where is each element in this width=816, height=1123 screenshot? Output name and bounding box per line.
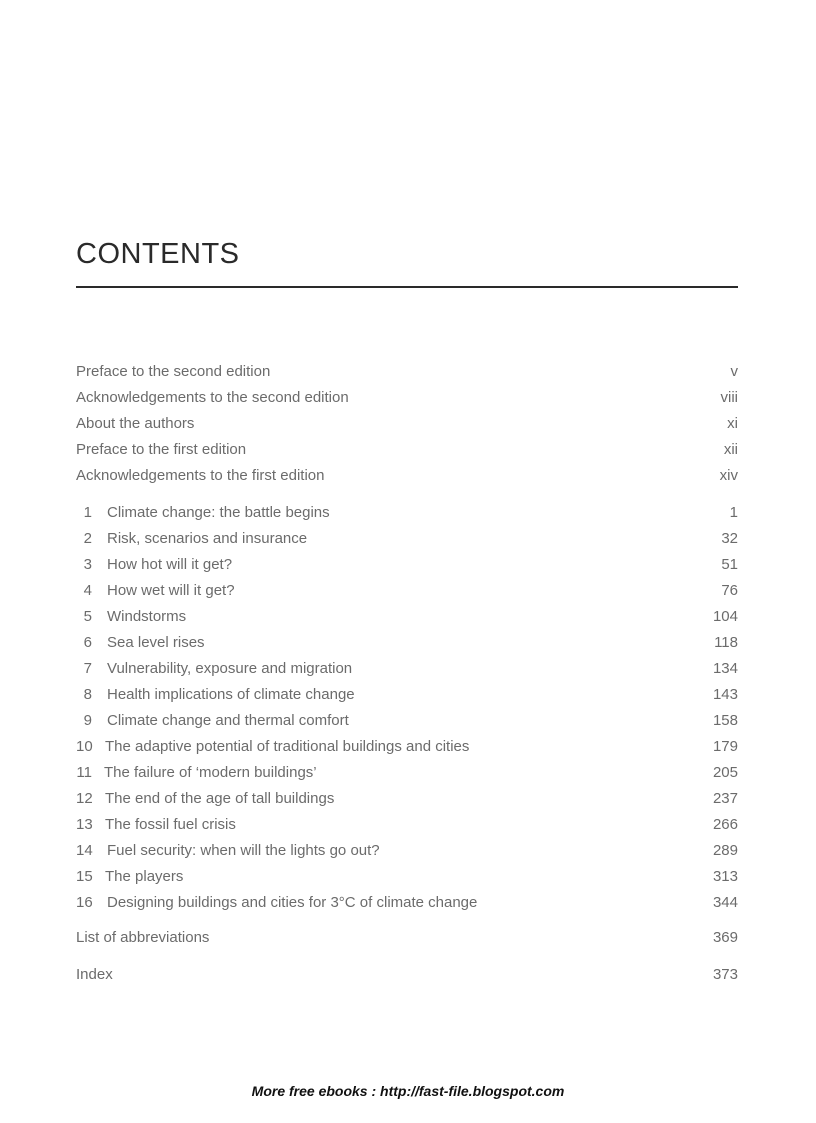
front-matter-list bbox=[76, 362, 738, 492]
chapter-entry[interactable] bbox=[76, 607, 738, 633]
chapter-page: 289 bbox=[712, 842, 738, 859]
chapter-entry[interactable] bbox=[76, 711, 738, 737]
chapter-list bbox=[76, 503, 738, 919]
chapter-page: 118 bbox=[714, 634, 738, 651]
chapter-title: Fuel security: when will the lights go out? bbox=[107, 842, 380, 859]
chapter-number: 14 bbox=[76, 842, 93, 859]
footer-link-text[interactable]: More free ebooks : http://fast-file.blogspot.com bbox=[251, 1083, 565, 1099]
entry-page: xiv bbox=[719, 467, 738, 484]
back-matter-index bbox=[76, 965, 738, 991]
chapter-entry[interactable] bbox=[76, 763, 738, 789]
toc-entry[interactable] bbox=[76, 440, 738, 466]
page-title: CONTENTS bbox=[76, 238, 240, 270]
chapter-number: 15 bbox=[76, 868, 93, 885]
chapter-title: Risk, scenarios and insurance bbox=[107, 530, 308, 547]
chapter-entry[interactable] bbox=[76, 685, 738, 711]
chapter-page: 313 bbox=[712, 868, 738, 885]
chapter-entry[interactable] bbox=[76, 893, 738, 919]
toc-entry[interactable] bbox=[76, 362, 738, 388]
chapter-number: 3 bbox=[83, 556, 92, 573]
entry-title: Preface to the first edition bbox=[76, 441, 247, 458]
chapter-title: Sea level rises bbox=[107, 634, 205, 651]
entry-page: 369 bbox=[712, 929, 738, 946]
chapter-title: The adaptive potential of traditional buildings and cities bbox=[105, 738, 470, 755]
entry-title: About the authors bbox=[76, 415, 195, 432]
chapter-entry[interactable] bbox=[76, 841, 738, 867]
entry-page: 373 bbox=[712, 966, 738, 983]
chapter-number: 2 bbox=[83, 530, 92, 547]
entry-title: Preface to the second edition bbox=[76, 363, 271, 380]
chapter-entry[interactable] bbox=[76, 581, 738, 607]
chapter-number: 5 bbox=[83, 608, 92, 625]
chapter-page: 344 bbox=[712, 894, 738, 911]
chapter-number: 9 bbox=[83, 712, 92, 729]
chapter-number: 8 bbox=[83, 686, 92, 703]
chapter-title: Climate change and thermal comfort bbox=[107, 712, 349, 729]
chapter-page: 1 bbox=[729, 504, 738, 521]
entry-title: Acknowledgements to the second edition bbox=[76, 389, 349, 406]
chapter-title: How hot will it get? bbox=[107, 556, 233, 573]
chapter-title: Designing buildings and cities for 3°C of climate change bbox=[107, 894, 478, 911]
chapter-page: 51 bbox=[721, 556, 738, 573]
chapter-page: 205 bbox=[712, 764, 738, 781]
chapter-number: 10 bbox=[76, 738, 93, 755]
entry-title: Index bbox=[76, 966, 113, 983]
chapter-entry[interactable] bbox=[76, 737, 738, 763]
chapter-title: The fossil fuel crisis bbox=[105, 816, 236, 833]
chapter-number: 6 bbox=[83, 634, 92, 651]
chapter-page: 237 bbox=[712, 790, 738, 807]
back-matter-abbreviations bbox=[76, 928, 738, 954]
chapter-entry[interactable] bbox=[76, 867, 738, 893]
chapter-page: 143 bbox=[712, 686, 738, 703]
chapter-title: Climate change: the battle begins bbox=[107, 504, 330, 521]
entry-page: xii bbox=[723, 441, 738, 458]
chapter-number: 7 bbox=[83, 660, 92, 677]
chapter-number: 16 bbox=[76, 894, 93, 911]
title-rule bbox=[76, 286, 738, 288]
toc-entry[interactable] bbox=[76, 928, 738, 954]
toc-entry[interactable] bbox=[76, 414, 738, 440]
chapter-page: 179 bbox=[712, 738, 738, 755]
chapter-entry[interactable] bbox=[76, 529, 738, 555]
chapter-title: The players bbox=[105, 868, 184, 885]
entry-page: viii bbox=[720, 389, 738, 406]
chapter-title: Health implications of climate change bbox=[107, 686, 355, 703]
chapter-page: 134 bbox=[712, 660, 738, 677]
entry-page: xi bbox=[727, 415, 738, 432]
chapter-number: 1 bbox=[83, 504, 92, 521]
chapter-number: 4 bbox=[83, 582, 92, 599]
toc-entry[interactable] bbox=[76, 466, 738, 492]
toc-entry[interactable] bbox=[76, 388, 738, 414]
chapter-number: 11 bbox=[76, 764, 92, 781]
entry-title: List of abbreviations bbox=[76, 929, 210, 946]
chapter-page: 158 bbox=[712, 712, 738, 729]
chapter-title: Windstorms bbox=[107, 608, 187, 625]
chapter-page: 104 bbox=[712, 608, 738, 625]
chapter-page: 32 bbox=[721, 530, 738, 547]
chapter-entry[interactable] bbox=[76, 789, 738, 815]
chapter-page: 266 bbox=[712, 816, 738, 833]
chapter-number: 13 bbox=[76, 816, 93, 833]
entry-title: Acknowledgements to the first edition bbox=[76, 467, 325, 484]
chapter-title: The end of the age of tall buildings bbox=[105, 790, 335, 807]
chapter-entry[interactable] bbox=[76, 659, 738, 685]
chapter-title: The failure of ‘modern buildings’ bbox=[104, 764, 317, 781]
chapter-entry[interactable] bbox=[76, 815, 738, 841]
chapter-title: How wet will it get? bbox=[107, 582, 235, 599]
chapter-entry[interactable] bbox=[76, 503, 738, 529]
chapter-entry[interactable] bbox=[76, 633, 738, 659]
chapter-number: 12 bbox=[76, 790, 93, 807]
entry-page: v bbox=[730, 363, 738, 380]
toc-entry[interactable] bbox=[76, 965, 738, 991]
chapter-entry[interactable] bbox=[76, 555, 738, 581]
chapter-title: Vulnerability, exposure and migration bbox=[107, 660, 353, 677]
chapter-page: 76 bbox=[721, 582, 738, 599]
